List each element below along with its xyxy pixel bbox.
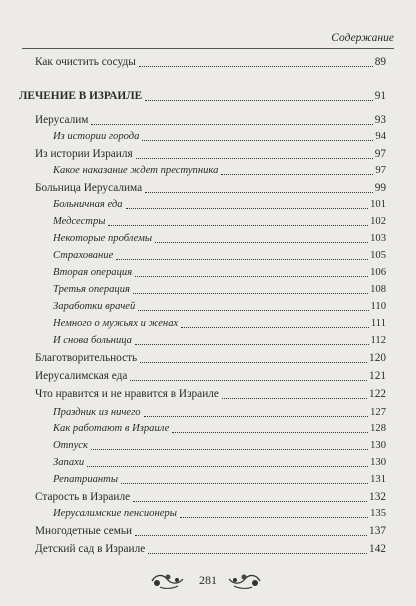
toc-entry <box>53 422 386 435</box>
toc-entry-page: 103 <box>370 233 386 244</box>
toc-entry <box>53 266 386 279</box>
dot-leader <box>142 140 373 141</box>
toc-entry <box>35 352 386 365</box>
toc-entry-title: Медсестры <box>53 216 106 227</box>
toc-entry-page: 94 <box>375 131 386 142</box>
dot-leader <box>133 293 368 294</box>
toc-entry <box>53 249 386 262</box>
toc-entry-title: Из истории Израиля <box>35 148 133 160</box>
toc-entry <box>53 283 386 296</box>
dot-leader <box>116 259 368 260</box>
toc-entry-page: 142 <box>369 543 386 555</box>
toc-entry-title: Страхование <box>53 250 114 261</box>
page-footer <box>0 569 416 593</box>
toc-entry-title: Некоторые проблемы <box>53 233 153 244</box>
dot-leader <box>139 66 373 67</box>
dot-leader <box>135 344 369 345</box>
toc-entry-title: Вторая операция <box>53 267 133 278</box>
toc-entry-title: Как очистить сосуды <box>35 56 136 68</box>
toc-entry <box>53 473 386 486</box>
toc-entry-title: И снова больница <box>53 335 132 346</box>
toc-entry-title: Праздник из ничего <box>53 407 141 418</box>
toc-entry-page: 127 <box>370 407 386 418</box>
toc-entry-page: 122 <box>369 388 386 400</box>
dot-leader <box>136 158 373 159</box>
toc-entry-title: Старость в Израиле <box>35 491 131 503</box>
toc-entry-page: 131 <box>370 474 386 485</box>
toc-entry-title: Какое наказание ждет преступника <box>53 165 219 176</box>
toc-entry-title: Многодетные семьи <box>35 525 133 537</box>
dot-leader <box>180 517 368 518</box>
dot-leader <box>145 100 373 101</box>
dot-leader <box>126 208 369 209</box>
toc-entry-page: 130 <box>370 457 386 468</box>
toc-entry <box>53 334 386 347</box>
toc-entry <box>35 56 386 69</box>
toc-entry-title: Немного о мужьях и женах <box>53 318 179 329</box>
toc-entry-page: 101 <box>370 199 386 210</box>
toc-entry-page: 128 <box>370 423 386 434</box>
toc-entry-page: 110 <box>370 301 386 312</box>
toc-entry <box>35 388 386 401</box>
floral-ornament-icon <box>226 571 264 591</box>
toc-entry <box>53 232 386 245</box>
toc-entry-page: 91 <box>374 90 386 102</box>
toc-entry-title: Иерусалим <box>35 114 89 126</box>
toc-entry <box>35 114 386 127</box>
toc-entry-page: 99 <box>374 182 386 194</box>
toc-entry <box>19 90 386 103</box>
toc-entry-title: Иерусалимские пенсионеры <box>53 508 177 519</box>
dot-leader <box>148 553 367 554</box>
dot-leader <box>91 449 368 450</box>
toc-entry-title: Детский сад в Израиле <box>35 543 146 555</box>
toc-entry-title: Запахи <box>53 457 85 468</box>
dot-leader <box>108 225 368 226</box>
dot-leader <box>135 535 367 536</box>
toc-entry-page: 135 <box>370 508 386 519</box>
toc-entry-page: 112 <box>370 335 386 346</box>
toc-entry <box>53 439 386 452</box>
toc-entry <box>35 491 386 504</box>
dot-leader <box>87 466 368 467</box>
dot-leader <box>181 327 369 328</box>
floral-ornament-icon <box>148 571 186 591</box>
dot-leader <box>121 483 368 484</box>
dot-leader <box>138 310 368 311</box>
toc-entry <box>53 198 386 211</box>
toc-entry-title: Больница Иерусалима <box>35 182 143 194</box>
dot-leader <box>155 242 368 243</box>
toc-entry-title: Иерусалимская еда <box>35 370 128 382</box>
toc-entry <box>35 543 386 556</box>
toc-entry-page: 111 <box>370 318 386 329</box>
toc-entry <box>35 370 386 383</box>
toc-entry-title: Третья операция <box>53 284 130 295</box>
toc-entry-title: Из истории города <box>53 131 140 142</box>
dot-leader <box>222 398 367 399</box>
toc-entry <box>53 507 386 520</box>
toc-entry-title: Заработки врачей <box>53 301 136 312</box>
dot-leader <box>91 124 372 125</box>
toc-entry-page: 97 <box>375 165 386 176</box>
toc-entry-page: 121 <box>369 370 386 382</box>
toc-entry-page: 108 <box>370 284 386 295</box>
toc-entry-title: Благотворительность <box>35 352 138 364</box>
dot-leader <box>135 276 368 277</box>
toc-entry-page: 130 <box>370 440 386 451</box>
dot-leader <box>140 362 367 363</box>
toc-entry-page: 89 <box>374 56 386 68</box>
toc-entry <box>53 215 386 228</box>
toc-entry <box>53 406 386 419</box>
toc-entry-page: 102 <box>370 216 386 227</box>
toc-entry-title: Репатрианты <box>53 474 119 485</box>
toc-entry-page: 97 <box>374 148 386 160</box>
toc-entry <box>53 164 386 177</box>
dot-leader <box>133 501 367 502</box>
toc-entry <box>53 130 386 143</box>
toc-entry <box>53 317 386 330</box>
header-title: Содержание <box>331 32 394 44</box>
toc-entry <box>53 456 386 469</box>
toc-entry-page: 120 <box>369 352 386 364</box>
dot-leader <box>145 192 373 193</box>
toc-entry-page: 106 <box>370 267 386 278</box>
dot-leader <box>144 416 369 417</box>
dot-leader <box>130 380 367 381</box>
toc-entry-page: 93 <box>374 114 386 126</box>
toc-entry <box>53 300 386 313</box>
toc-entry-title: Как работают в Израиле <box>53 423 170 434</box>
toc-entry-page: 132 <box>369 491 386 503</box>
toc-entry <box>35 182 386 195</box>
toc-entry-title: Отпуск <box>53 440 88 451</box>
toc-entry <box>35 148 386 161</box>
toc-entry-page: 137 <box>369 525 386 537</box>
dot-leader <box>172 432 368 433</box>
toc-entry-title: Что нравится и не нравится в Израиле <box>35 388 219 400</box>
toc-entry-title: Больничная еда <box>53 199 123 210</box>
toc-entry <box>35 525 386 538</box>
toc-entry-page: 105 <box>370 250 386 261</box>
toc-entry-title: ЛЕЧЕНИЕ В ИЗРАИЛЕ <box>19 90 143 102</box>
dot-leader <box>221 174 373 175</box>
page-number: 281 <box>199 573 217 587</box>
running-header <box>22 30 394 49</box>
